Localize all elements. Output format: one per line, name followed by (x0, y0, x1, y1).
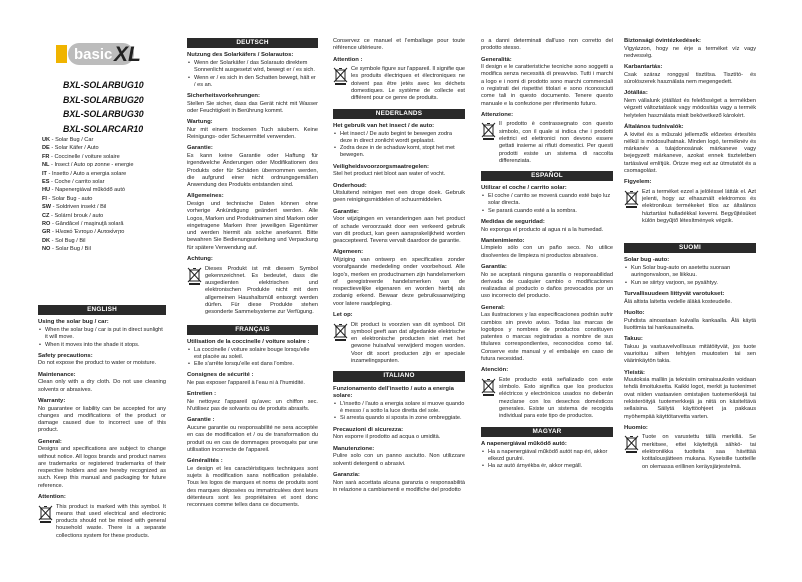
heading: Let op: (333, 312, 353, 318)
paragraph: Ce symbole figure sur l'appareil. Il signifie que les produits électriques et électroniques ne doivent pas être jetés avec les déchets domestiques. Le système de collecte est différent pour ce genre de produits. (351, 66, 465, 102)
paragraph: Tuote on varustettu tällä merkillä. Se merkitsee, ettei käytettyjä sähkö- tai elektroniikka tuotteita saa hävittää kotitalousjätteen mukana. Kyseisille tuotteille on olemassa erillinen keräysjärjestelmä. (642, 434, 756, 470)
paragraph: Este producto está señalizado con este símbolo. Esto significa que los productos eléctricos y electrónicos usados no deberán mezclarse con los desechos domésticos generales. Existe un sistema de recogida individual para este tipo de productos. (499, 376, 613, 420)
list-item: • Si arresta quando si sposta in zone ombreggiate. (333, 415, 465, 422)
heading: Veiligheidsvoorzorgsmaatregelen: (333, 163, 429, 170)
usage-list (481, 449, 613, 471)
list-item: • Zodra deze in de schaduw komt, stopt het met bewegen. (333, 145, 465, 160)
heading: Attenzione: (481, 111, 514, 118)
usage-list (187, 347, 318, 369)
language-item: HU - Napenergiával működő autó (42, 187, 126, 194)
language-name: Napenergiával működő autó (55, 187, 126, 194)
paragraph: This product is marked with this symbol. It means that used electrical and electronic products should not be mixed with general household waste. There is a separate collections system for these products. (56, 503, 166, 539)
italian-spanish-hungarian-section (481, 38, 613, 470)
heading: Manutenzione: (333, 445, 375, 452)
language-code: CZ (42, 212, 50, 219)
heading: Nutzung des Solarkäfers / Solarautos: (187, 52, 294, 59)
language-name: Gândăcel / maşinuţă solară (55, 221, 124, 228)
heading: Onderhoud: (333, 182, 367, 189)
paragraph: Uitsluitend reinigen met een droge doek. Gebruik geen reinigingsmiddelen of schuurmiddelen. (333, 190, 465, 204)
paragraph: Conservez ce manuel et l'emballage pour toute référence ultérieure. (333, 38, 465, 52)
list-item: • When the solar bug / car is put in direct sunlight it will move. (38, 327, 166, 342)
paragraph: Es kann keine Garantie oder Haftung für irgendwelche Änderungen oder Modifikationen des Produkts oder für Schäden übernommen werden, die aufgrund einer nicht ordnungsgemäßen Anwendung des Produkts entstanden sind. (187, 153, 318, 189)
heading: Wartung: (187, 119, 213, 126)
heading: Solar bug -auto: (624, 257, 670, 264)
paragraph: Il prodotto è contrassegnato con questo simbolo, con il quale si indica che i prodotti elettrici ed elettronici non devono essere gettati insieme ai rifiuti domestici. Per questi prodotti esiste un sistema di raccolta differenziata. (499, 121, 613, 164)
language-name: Solar Käfer / Auto (54, 145, 99, 152)
paragraph: Puhdista ainoastaan kuivalla kankaalla. Älä käytä liuottimia tai hankausaineita. (624, 317, 756, 331)
paragraph: Dieses Produkt ist mit diesem Symbol gekennzeichnet. Es bedeutet, dass die ausgedienten elektrischen und elektronischen Produkte nicht mit dem allgemeinen Haushaltsmüll entsorgt werden dürfen. Für diese Produkte stehen gesonderte Sammelsysteme zur Verfügung. (205, 265, 318, 316)
paragraph: Älä altista laitetta vedelle äläkä kosteudelle. (624, 298, 732, 305)
heading: Huolto: (624, 309, 645, 316)
language-list (42, 136, 133, 254)
section-title-nederlands: NEDERLANDS (333, 109, 465, 119)
language-code: DK (42, 237, 51, 244)
language-item: CZ - Solární brouk / auto (42, 212, 104, 219)
section-title-english: ENGLISH (38, 305, 166, 315)
language-name: Sol Bug / Bil (55, 237, 86, 244)
heading: Consignes de sécurité : (187, 372, 254, 379)
heading: General: (38, 438, 62, 445)
language-item: NL - Insect / Auto op zonne - energie (42, 162, 134, 169)
list-item: • La coccinelle / voiture solaire bouge lorsqu'elle est placée au soleil. (187, 347, 318, 362)
section-title-suomi: SUOMI (624, 243, 756, 253)
paragraph: Stellen Sie sicher, dass das Gerät nicht mit Wasser oder Feuchtigkeit in Berührung kommt. (187, 100, 318, 114)
list-item: • Het insect / De auto begint te bewegen zodra deze in direct zonlicht wordt geplaatst. (333, 131, 465, 146)
paragraph: No se aceptará ninguna garantía o responsabilidad derivada de cualquier cambio o modificaciones realizadas al producto o daños provocados por un uso incorrecto del producto. (481, 271, 613, 300)
paragraph: Pulire solo con un panno asciutto. Non utilizzare solventi detergenti o abrasivi. (333, 453, 465, 467)
paragraph: A kivitel és a műszaki jellemzők előzetes értesítés nélkül is módosulhatnak. Minden logó, terméknév és márkanév a tulajdonosának márkaneve vagy bejegyzett márkaneve, azokat ennek tiszteletben tartásával említjük. Őrizze meg ezt az útmutatót és a csomagolást. (624, 131, 756, 174)
heading: Het gebruik van het insect / de auto: (333, 122, 435, 129)
heading: Általános tudnivalók: (624, 123, 684, 130)
paragraph: Il design e le caratteristiche tecniche sono soggetti a modifica senza necessità di preavviso. Tutti i marchi a logo e i nomi di prodotto sono marchi commerciali o registrati dei rispettivi titolari e sono riconosciuti come tali in questo documento. Tenere questo manuale e la confezione per riferimento futuro. (481, 64, 613, 107)
model-name: BXL-SOLARBUG20 (63, 94, 144, 105)
section-title-deutsch: DEUTSCH (187, 38, 318, 48)
heading: Jótállás: (624, 90, 648, 97)
list-item: • Kun Solar bug-auto on asetettu suoraan auringonvaloon, se liikkuu. (624, 265, 756, 280)
heading: Medidas de seguridad: (481, 218, 545, 225)
list-item: • Ha az autó árnyékba ér, akkor megáll. (481, 463, 613, 470)
heading: Turvallisuudeen liittyvät varotukset: (624, 290, 725, 297)
paragraph: Le design et les caractéristiques techniques sont sujets à modification sans notification préalable. Tous les logos de marques et noms de produits sont des marques déposées ou immatriculées dont leurs détenteurs sont les propriétaires et sont donc reconnues comme telles dans ce documents. (187, 465, 318, 509)
language-code: NO (42, 246, 51, 253)
language-name: Insect / Auto op zonne - energie (54, 162, 134, 169)
section-title-italiano: ITALIANO (333, 371, 465, 381)
paragraph: Voor wijzigingen en veranderingen aan het product of schade veroorzaakt door een verkeerd gebruik van dit product, kan geen aansprakelijkheid worden geaccepteerd. Tevens vervalt daardoor de garantie. (333, 216, 465, 245)
heading: Safety precautions: (38, 352, 93, 359)
model-name: BXL-SOLARBUG30 (63, 109, 144, 119)
heading: Utilizar el coche / carrito solar: (481, 185, 567, 192)
paragraph: o a danni determinati dall'uso non corretto del prodotto stesso. (481, 38, 613, 52)
heading: Karbantartás: (624, 64, 663, 71)
usage-list (481, 193, 613, 215)
list-item: • Se parará cuando esté a la sombra. (481, 208, 613, 215)
heading: Allgemeines: (187, 193, 224, 200)
paragraph: Nem vállalunk jótállást és felelősséget a termékben végzett változtatások vagy módosítás vagy a termék helytelen használata miatt bekövetkező károkért. (624, 98, 756, 119)
paragraph: Takuu ja vastuuvelvollisuus mitätöityvät, jos tuote vaurioituu siihen tehtyjen muutosten tai sen väärinkäytön takia. (624, 343, 756, 365)
language-code: FR (42, 153, 50, 160)
usage-list (333, 131, 465, 160)
heading: Huomio: (624, 424, 648, 431)
paragraph: No exponga el producto al agua ni a la humedad. (481, 226, 604, 233)
paragraph: Clean only with a dry cloth. Do not use cleaning solvents or abrasives. (38, 379, 166, 393)
heading: Achtung: (187, 256, 213, 262)
heading: Garanzia: (333, 471, 360, 478)
paragraph: Límpielo sólo con un paño seco. No utilice disolventes de limpieza ni productos abrasivos. (481, 245, 613, 259)
language-name: Coche / carrito solar (54, 179, 105, 186)
language-name: Insetto / Auto a energia solare (51, 170, 127, 177)
list-item: • Elle s'arrête lorsqu'elle est dans l'ombre. (187, 361, 318, 368)
language-item: IT - Insetto / Auto a energia solare (42, 170, 127, 177)
language-item: ES - Coche / carrito solar (42, 179, 105, 186)
weee-bin-icon (624, 189, 639, 208)
language-item: FI - Solar Bug - auto (42, 195, 93, 202)
german-french-section (187, 38, 318, 509)
language-name: Coccinelle / voiture solaire (54, 153, 120, 160)
heading: Atención: (481, 367, 509, 374)
heading: Precauzioni di sicurezza: (333, 426, 404, 433)
paragraph: Nur mit einem trockenen Tuch säubern. Keine Reinigungs- oder Scheuermittel verwenden. (187, 126, 318, 141)
paragraph: Non sarà accettata alcuna garanzia o responsabilità in relazione a cambiamenti e modifiche del prodotto (333, 479, 465, 493)
model-name: BXL-SOLARCAR10 (63, 123, 144, 134)
heading: Généralités : (187, 458, 223, 465)
paragraph: Muutoksia malliin ja teknisiin ominaisuuksiin voidaan tehdä ilmoituksetta. Kaikki logot, merkit ja tuotenimet ovat niiden vastaavien omistajien tuotemerkkejä tai rekisteröityjä tuotemerkkejä ja niitä on käsiteltävä sellaisina. Säilytä käyttöohjeet ja pakkaus myöhempää käyttötarvetta varten. (624, 377, 756, 420)
heading: Attention : (333, 56, 363, 63)
paragraph: No guarantee or liability can be accepted for any changes and modifications of the product or damage caused due to incorrect use of this product. (38, 405, 166, 434)
weee-bin-icon (333, 66, 348, 85)
language-code: FI (42, 195, 47, 202)
english-section (38, 302, 166, 540)
heading: Generalità: (481, 56, 512, 63)
paragraph: Ne pas exposer l'appareil à l'eau ni à l'humidité. (187, 380, 305, 386)
language-item: RO - Gândăcel / maşinuţă solară (42, 221, 124, 228)
language-name: Ηλιακό Έντομο / Αυτοκίνητο (55, 229, 125, 236)
language-code: UK (42, 137, 51, 143)
language-code: RO (42, 221, 51, 228)
language-item: FR - Coccinelle / voiture solaire (42, 153, 120, 160)
language-name: Solar Bug - auto (51, 195, 93, 202)
paragraph: Designs and specifications are subject to change without notice. All logos brands and product names are trademarks or registered trademarks of their respective holders and are hereby recognized as such. Keep this manual and packaging for future reference. (38, 446, 166, 489)
paragraph: Wijziging van ontwerp en specificaties zonder voorafgaande mededeling onder voorbehoud. Alle logo's, merken en productnamen zijn handelsmerken of geregistreerde handelsmerken van de respectievelijke eigenaren en worden hierbij als zodanig erkend. Bewaar deze gebruiksaanwijzing voor latere raadpleging. (333, 257, 465, 307)
hungarian-finnish-section (624, 38, 756, 471)
logo-text-basic: basic (74, 46, 113, 63)
list-item: • El coche / carrito se moverá cuando esté bajo luz solar directa. (481, 193, 613, 208)
model-list (63, 78, 144, 136)
usage-list (333, 401, 465, 423)
heading: Takuu: (624, 336, 643, 343)
language-code: ES (42, 179, 50, 186)
heading: A napenergiával működő autó: (481, 440, 567, 447)
heading: Biztonsági óvintézkedések: (624, 38, 701, 44)
heading: Entretien : (187, 391, 217, 398)
logo-text-xl: XL (114, 43, 141, 66)
heading: Yleistä: (624, 369, 645, 376)
paragraph: Do not expose the product to water or moisture. (38, 360, 157, 367)
language-item: GR - Ηλιακό Έντομο / Αυτοκίνητο (42, 229, 125, 236)
language-item: DE - Solar Käfer / Auto (42, 145, 99, 152)
language-item: SW - Soldriven insekt / Bil (42, 204, 107, 211)
weee-bin-icon (481, 377, 496, 396)
list-item: • Ha a napenergiával működő autót nap éri, akkor elkezd gurulni. (481, 449, 613, 464)
section-title-magyar: MAGYAR (481, 427, 613, 437)
heading: Using the solar bug / car: (38, 319, 109, 326)
paragraph: Design und technische Daten können ohne vorherige Ankündigung geändert werden. Alle Logos, Marken und Produktnamen sind Marken oder eingetragene Marken ihrer jeweiligen Eigentümer und werden hiermit als solche anerkannt. Bitte bewahren Sie Bedienungsanleitung und Verpackung für spätere Verwendung auf. (187, 201, 318, 251)
section-title-francais: FRANÇAIS (187, 325, 318, 335)
language-item: DK - Sol Bug / Bil (42, 237, 86, 244)
usage-list (624, 265, 756, 287)
model-name: BXL-SOLARBUG10 (63, 80, 144, 90)
language-item: UK - Solar Bug / Car (42, 137, 94, 143)
list-item: • Kun se siirtyy varjoon, se pysähtyy. (624, 280, 756, 287)
paragraph: Stel het product niet bloot aan water of vocht. (333, 171, 446, 178)
paragraph: Csak száraz ronggyal tisztítsa. Tisztító- és súrolószerek használata nem megengedett. (624, 71, 756, 86)
language-code: GR (42, 229, 51, 236)
language-code: SW (42, 204, 52, 211)
heading: Mantenimiento: (481, 237, 525, 244)
language-name: Solární brouk / auto (54, 212, 104, 219)
weee-bin-icon (624, 434, 639, 453)
list-item: • When it moves into the shade it stops. (38, 342, 166, 349)
language-name: Solar Bug / Car (55, 137, 94, 143)
language-name: Soldriven insekt / Bil (56, 204, 107, 211)
brand-logo (56, 42, 164, 66)
paragraph: Las ilustraciones y las especificaciones podrán sufrir cambios sin previo aviso. Todas las marcas de logotipos y nombres de productos constituyen patentes o marcas registradas a nombre de sus titulares correspondientes, reconocidos como tal. Conserve este manual y el embalaje en caso de futura necesidad. (481, 312, 613, 362)
heading: General: (481, 304, 505, 311)
weee-bin-icon (38, 504, 53, 523)
language-name: Solar Bug / Bil (55, 246, 91, 253)
heading: Warranty: (38, 397, 66, 404)
language-code: HU (42, 187, 51, 194)
language-item: NO - Solar Bug / Bil (42, 246, 91, 253)
heading: Maintenance: (38, 371, 76, 378)
paragraph: Vigyázzon, hogy ne érje a terméket víz vagy nedvesség. (624, 45, 756, 59)
french-dutch-italian-section (333, 38, 465, 494)
heading: Funzionamento dell'insetto / auto a energia solare: (333, 385, 454, 400)
heading: Sicherheitsvorkehrungen: (187, 93, 260, 100)
weee-bin-icon (187, 266, 202, 285)
language-code: NL (42, 162, 50, 169)
weee-bin-icon (333, 322, 348, 341)
weee-bin-icon (481, 121, 496, 140)
heading: Figyelem: (624, 179, 652, 186)
heading: Garantía: (481, 264, 507, 270)
heading: Garantie: (333, 208, 359, 215)
paragraph: Non esporre il prodotto ad acqua o umidità. (333, 434, 441, 441)
paragraph: Dit product is voorzien van dit symbool. Dit symbool geeft aan dat afgedankte elektrische en elektronische producten niet met het gewone huisafval verwijderd mogen worden. Voor dit soort producten zijn er speciale inzamelingspunten. (351, 321, 465, 364)
usage-list (187, 60, 318, 89)
list-item: • L'insetto / l'auto a energia solare si muove quando è messo / a sotto la luce diretta del sole. (333, 401, 465, 416)
language-code: IT (42, 170, 47, 177)
paragraph: Ne nettoyez l'appareil qu'avec un chiffon sec. N'utilisez pas de solvants ou de produits abrasifs. (187, 398, 318, 413)
paragraph: Ezt a terméket ezzel a jelöléssel látták el. Azt jelenti, hogy az elhasznált elektromos és elektronikus termékeket tilos az általános háztartási hulladékkal keverni. Begyűjtésüket külön begyűjtő létesítmények végzik. (642, 188, 756, 224)
list-item: • Wenn er / es sich in den Schatten bewegt, hält er / es an. (187, 75, 318, 90)
heading: Utilisation de la coccinelle / voiture solaire : (187, 338, 310, 345)
list-item: • Wenn der Solarkäfer / das Solarauto direktem Sonnenlicht ausgesetzt wird, bewegt er / es sich. (187, 60, 318, 75)
heading: Algemeen: (333, 249, 364, 256)
heading: Garantie : (187, 417, 215, 424)
section-title-espanol: ESPAÑOL (481, 171, 613, 181)
heading: Garantie: (187, 145, 213, 152)
language-code: DE (42, 145, 50, 152)
heading: Attention: (38, 493, 66, 500)
paragraph: Aucune garantie ou responsabilité ne sera acceptée en cas de modification et / ou de transformation du produit ou en cas de dommages provoqués par une utilisation incorrecte de l'appareil. (187, 425, 318, 453)
usage-list (38, 327, 166, 349)
